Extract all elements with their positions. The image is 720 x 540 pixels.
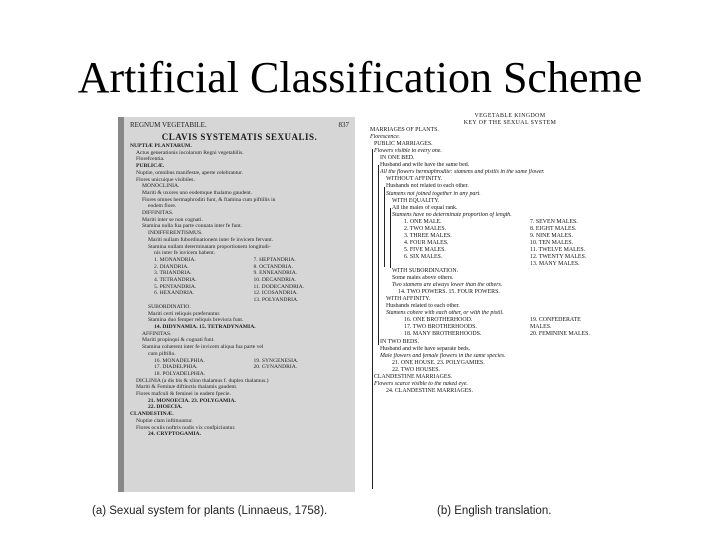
text-line: IN TWO BEDS. (380, 338, 419, 345)
text-line: 24. CRYPTOGAMIA. (148, 431, 201, 438)
class-entry: 5. PENTANDRIA. (154, 283, 197, 290)
class-entry: 11. TWELVE MALES. (530, 246, 586, 253)
text-line: PUBLICÆ. (136, 163, 165, 170)
bracket-line (384, 187, 385, 267)
latin-classes-a (130, 257, 349, 304)
latin-header-right: 837 (338, 121, 349, 129)
text-line: CLANDESTINE MARRIAGES. (374, 373, 453, 380)
latin-header-left: REGNUM VEGETABILE. (130, 121, 207, 129)
class-entry: 13. POLYANDRIA. (253, 297, 299, 304)
caption-b: (b) English translation. (437, 505, 552, 517)
text-line: Some males above others. (392, 275, 454, 282)
english-translation (370, 113, 650, 498)
text-line: Mariti & Feminæ diftinctis thalamis gaudent. (136, 384, 238, 391)
class-entry: 1. MONANDRIA. (154, 256, 196, 263)
text-line: Stamina cohærent inter fe invicem aliqua fua parte vel (142, 344, 264, 351)
class-entry: 10. DECANDRIA. (253, 277, 297, 284)
english-heading-1: VEGETABLE KINGDOM (474, 113, 546, 119)
text-line: Mariti certi reliquis præferuntur. (148, 310, 221, 317)
class-entry: 16. ONE BROTHERHOOD. (404, 317, 473, 324)
text-line: Stamina nulla fua parte connata inter fe funt. (142, 223, 243, 230)
class-entry: MALES. (530, 324, 552, 331)
text-line: Mariti nullam fubordinationem inter fe invicem fervant. (148, 236, 274, 243)
text-line: DIFFINITAS. (142, 210, 174, 217)
text-line: Stamina duo femper reliquis breviora funt. (148, 317, 244, 324)
text-line: Stamens not joined together in any part. (386, 190, 481, 197)
text-line: Mariti inter se non cognati. (142, 216, 203, 223)
class-entry: 12. ICOSANDRIA. (253, 290, 298, 297)
class-entry: 13. MANY MALES. (530, 260, 580, 267)
text-line: PUBLIC MARRIAGES. (374, 141, 433, 148)
class-entry: 11. DODECANDRIA. (253, 283, 305, 290)
text-line: Flores oculis noftris nudis vix confpiciuntur. (136, 424, 236, 431)
class-entry: 17. TWO BROTHERHOODS. (404, 324, 477, 331)
text-line: Flores omnes hermaphroditi funt, & ftamina cum piftillis in (142, 196, 276, 203)
english-heading-2: KEY OF THE SEXUAL SYSTEM (463, 120, 557, 127)
caption-a: (a) Sexual system for plants (Linnaeus, 1758). (92, 505, 328, 517)
class-entry: 12. TWENTY MALES. (530, 253, 587, 260)
text-line: INDIFFERENTISMUS. (148, 230, 203, 237)
text-line: DICLINIA (a dis bis & xlinn thalamus f. duplex thalamus.) (136, 377, 269, 384)
latin-scan-image (118, 117, 355, 492)
class-entry: 6. HEXANDRIA. (154, 290, 195, 297)
text-line: Flores unicuique visibiles. (136, 176, 195, 183)
class-entry (154, 297, 250, 304)
class-entry: 17. DIADELPHIA. (154, 364, 198, 371)
class-entry: 3. TRIANDRIA. (154, 270, 192, 277)
text-line: Florescence. (370, 134, 401, 141)
text-line: Mariti propinqui & cognati funt. (142, 337, 215, 344)
text-line: SUBORDINATIO. (148, 303, 191, 310)
text-line: 22. DIOECIA. (148, 404, 183, 411)
text-line: Nuptiæ, omnibus manifestæ, aperte celebrantur. (136, 169, 244, 176)
text-line: 24. CLANDESTINE MARRIAGES. (386, 387, 474, 394)
text-line: Stamina nullam determinatam proportionem longitudi- (148, 243, 271, 250)
class-entry: 2. TWO MALES. (404, 225, 447, 232)
text-line: Stamens have no determinate proportion of length. (392, 211, 512, 218)
latin-page-header (130, 121, 349, 130)
text-line: Flowers visible to every one. (374, 148, 442, 155)
text-line: Male flowers and female flowers in the same species. (380, 352, 506, 359)
text-line: cum piftillo. (148, 350, 176, 357)
text-line: Stamens cohere with each other, or with the pistil. (386, 310, 504, 317)
class-entry: 19. SYNGENESIA. (253, 357, 299, 364)
text-line: Flores mafculi & feminei in eadem fpecie. (136, 391, 231, 398)
class-entry: 10. TEN MALES. (530, 239, 574, 246)
text-line: CLAVIS SYSTEMATIS SEXUALIS. (161, 132, 318, 142)
class-entry: 7. HEPTANDRIA. (253, 256, 296, 263)
text-line: WITH SUBORDINATION. (392, 268, 459, 275)
text-line: WITHOUT AFFINITY. (386, 176, 443, 183)
text-line: Actus generationis incolarum Regni vegetabilis. (136, 149, 244, 156)
class-entry: 7. SEVEN MALES. (530, 218, 578, 225)
text-line: Husbands related to each other. (386, 303, 460, 310)
text-line: MARRIAGES OF PLANTS. (370, 127, 439, 134)
text-line: NUPTIÆ PLANTARUM. (130, 143, 192, 149)
class-entry (254, 371, 350, 378)
text-line: All the males of equal rank. (392, 204, 458, 211)
text-line: nis inter fe invicem habent. (154, 250, 216, 257)
text-line: 14. DIDYNAMIA. 15. TETRADYNAMIA. (154, 323, 256, 330)
class-entry: 4. TETRANDRIA. (154, 277, 197, 284)
class-entry: 18. MANY BROTHERHOODS. (404, 331, 482, 338)
bracket-line (378, 165, 379, 345)
class-entry: 9. NINE MALES. (530, 232, 573, 239)
text-line: 21. ONE HOUSE. 23. POLYGAMIES. (392, 359, 485, 366)
text-line: Two stamens are always lower than the others. (392, 282, 503, 289)
class-entry: 2. DIANDRIA. (154, 263, 189, 270)
class-entry: 8. EIGHT MALES. (530, 225, 577, 232)
class-entry: 16. MONADELPHIA. (154, 357, 205, 364)
text-line: Nuptiæ clam inftituuntur. (136, 417, 193, 424)
class-entry: 1. ONE MALE. (404, 218, 442, 225)
class-entry: 5. FIVE MALES. (404, 246, 446, 253)
class-entry: 20. GYNANDRIA. (253, 364, 298, 371)
text-line: 21. MONOECIA. 23. POLYGAMIA. (148, 397, 236, 404)
text-line: CLANDESTINÆ. (130, 411, 174, 418)
text-line: MONOCLINIA. (142, 183, 180, 190)
class-entry: 9. ENNEANDRIA. (253, 270, 298, 277)
class-entry: 4. FOUR MALES. (404, 239, 449, 246)
text-line: Husband and wife have separate beds. (380, 345, 470, 352)
text-line: WITH AFFINITY. (386, 296, 431, 303)
text-line: All the flowers hermaphrodite: stamens and pistils in the same flower. (380, 169, 545, 176)
class-entry: 3. THREE MALES. (404, 232, 452, 239)
text-line: IN ONE BED. (380, 155, 415, 162)
text-line: 14. TWO POWERS. 15. FOUR POWERS. (398, 289, 500, 296)
text-line: WITH EQUALITY. (392, 197, 440, 204)
text-line: Husband and wife have the same bed. (380, 162, 470, 169)
latin-classes-b (130, 358, 349, 378)
class-entry (404, 261, 524, 268)
text-line: Mariti & uxores uno eodemque thalamo gaudent. (142, 189, 253, 196)
text-line: AFFINITAS. (142, 330, 172, 337)
english-classes-a (370, 219, 650, 268)
class-entry: 18. POLYADELPHIA. (154, 370, 206, 377)
text-line: 22. TWO HOUSES. (392, 366, 440, 373)
text-line: Florefcentia. (136, 156, 165, 163)
page-title: Artificial Classification Scheme (77, 53, 643, 102)
bracket-line (372, 149, 373, 489)
text-line: Flowers scarce visible to the naked eye. (374, 380, 468, 387)
english-classes-b (370, 317, 650, 338)
text-line: eodem flore. (148, 203, 177, 210)
class-entry: 19. CONFEDERATE (530, 317, 581, 324)
class-entry: 8. OCTANDRIA. (253, 263, 293, 270)
bracket-line (390, 208, 391, 268)
class-entry: 20. FEMININE MALES. (530, 331, 590, 338)
text-line: Husbands not related to each other. (386, 183, 469, 190)
class-entry: 6. SIX MALES. (404, 253, 443, 260)
